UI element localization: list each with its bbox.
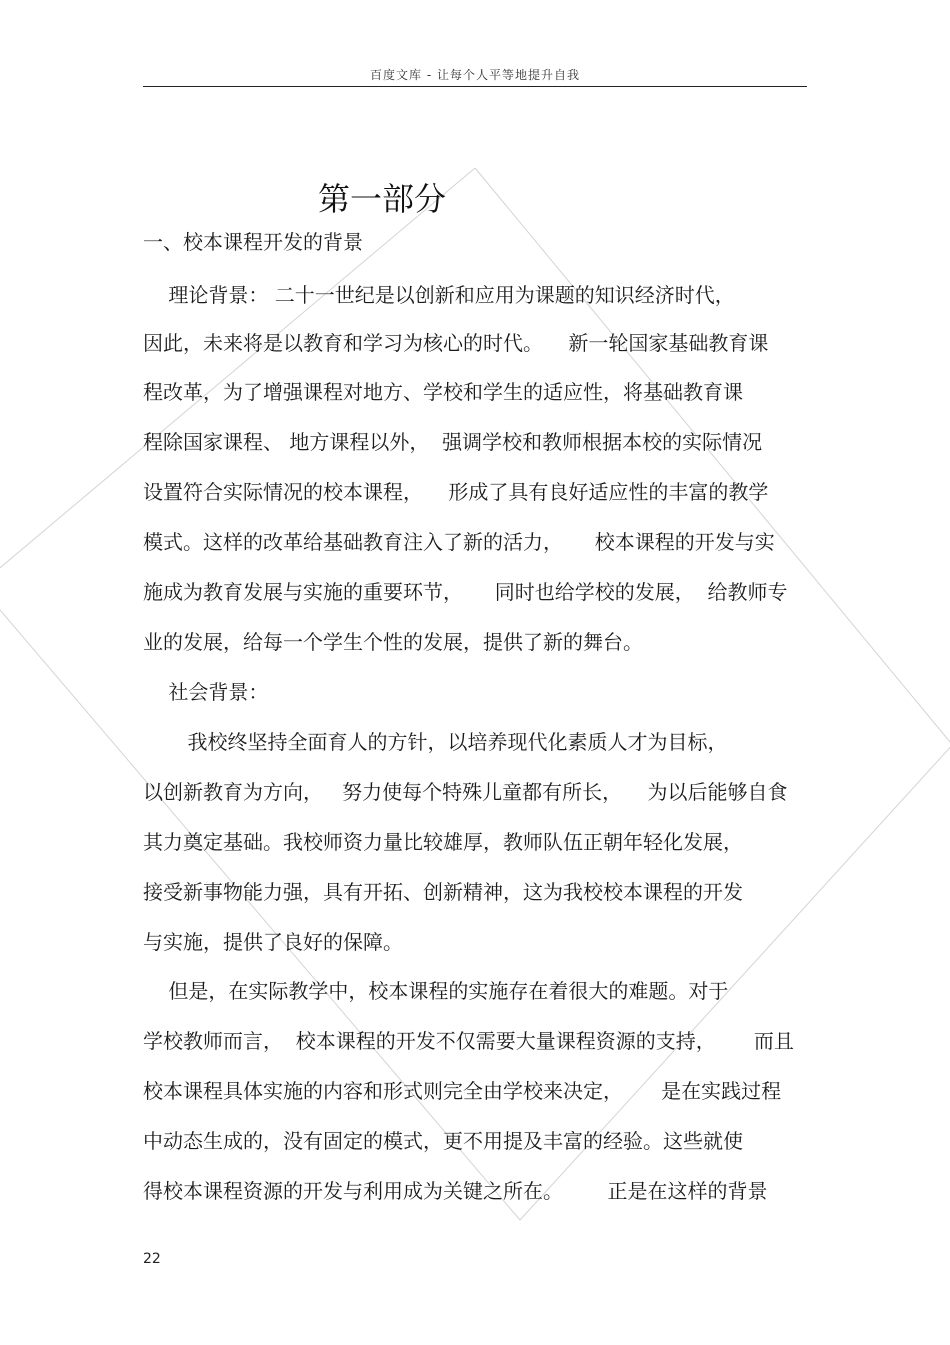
paragraph-line: 理论背景： 二十一世纪是以创新和应用为课题的知识经济时代， — [143, 283, 735, 307]
paragraph-line: 接受新事物能力强，具有开拓、创新精神，这为我校校本课程的开发 — [143, 880, 743, 904]
part-title: 第一部分 — [318, 180, 447, 218]
header-divider — [143, 86, 807, 87]
paragraph-line: 校本课程具体实施的内容和形式则完全由学校来决定， 是在实践过程 — [143, 1079, 782, 1103]
paragraph-line: 因此，未来将是以教育和学习为核心的时代。 新一轮国家基础教育课 — [143, 331, 769, 355]
paragraph-line: 其力奠定基础。我校师资力量比较雄厚，教师队伍正朝年轻化发展， — [143, 830, 743, 854]
paragraph-line: 与实施，提供了良好的保障。 — [143, 930, 403, 954]
paragraph-line: 程除国家课程、 地方课程以外， 强调学校和教师根据本校的实际情况 — [143, 430, 763, 454]
subsection-label: 社会背景： — [143, 680, 269, 704]
paragraph-line: 设置符合实际情况的校本课程， 形成了具有良好适应性的丰富的教学 — [143, 480, 769, 504]
section-heading: 一、校本课程开发的背景 — [143, 230, 363, 254]
page-number: 22 — [143, 1251, 161, 1267]
page-header: 百度文库 - 让每个人平等地提升自我 — [370, 68, 580, 82]
paragraph-line: 得校本课程资源的开发与利用成为关键之所在。 正是在这样的背景 — [143, 1179, 768, 1203]
paragraph-line: 但是，在实际教学中，校本课程的实施存在着很大的难题。对于 — [143, 979, 729, 1003]
paragraph-line: 中动态生成的，没有固定的模式，更不用提及丰富的经验。这些就使 — [143, 1129, 743, 1153]
paragraph-line: 施成为教育发展与实施的重要环节， 同时也给学校的发展， 给教师专 — [143, 580, 788, 604]
paragraph-line: 模式。这样的改革给基础教育注入了新的活力， 校本课程的开发与实 — [143, 530, 775, 554]
paragraph-line: 学校教师而言， 校本课程的开发不仅需要大量课程资源的支持， 而且 — [143, 1029, 794, 1053]
paragraph-line: 程改革，为了增强课程对地方、学校和学生的适应性，将基础教育课 — [143, 380, 743, 404]
paragraph-line: 业的发展，给每一个学生个性的发展，提供了新的舞台。 — [143, 630, 643, 654]
paragraph-line: 我校终坚持全面育人的方针，以培养现代化素质人才为目标， — [143, 730, 728, 754]
paragraph-line: 以创新教育为方向， 努力使每个特殊儿童都有所长， 为以后能够自食 — [143, 780, 788, 804]
